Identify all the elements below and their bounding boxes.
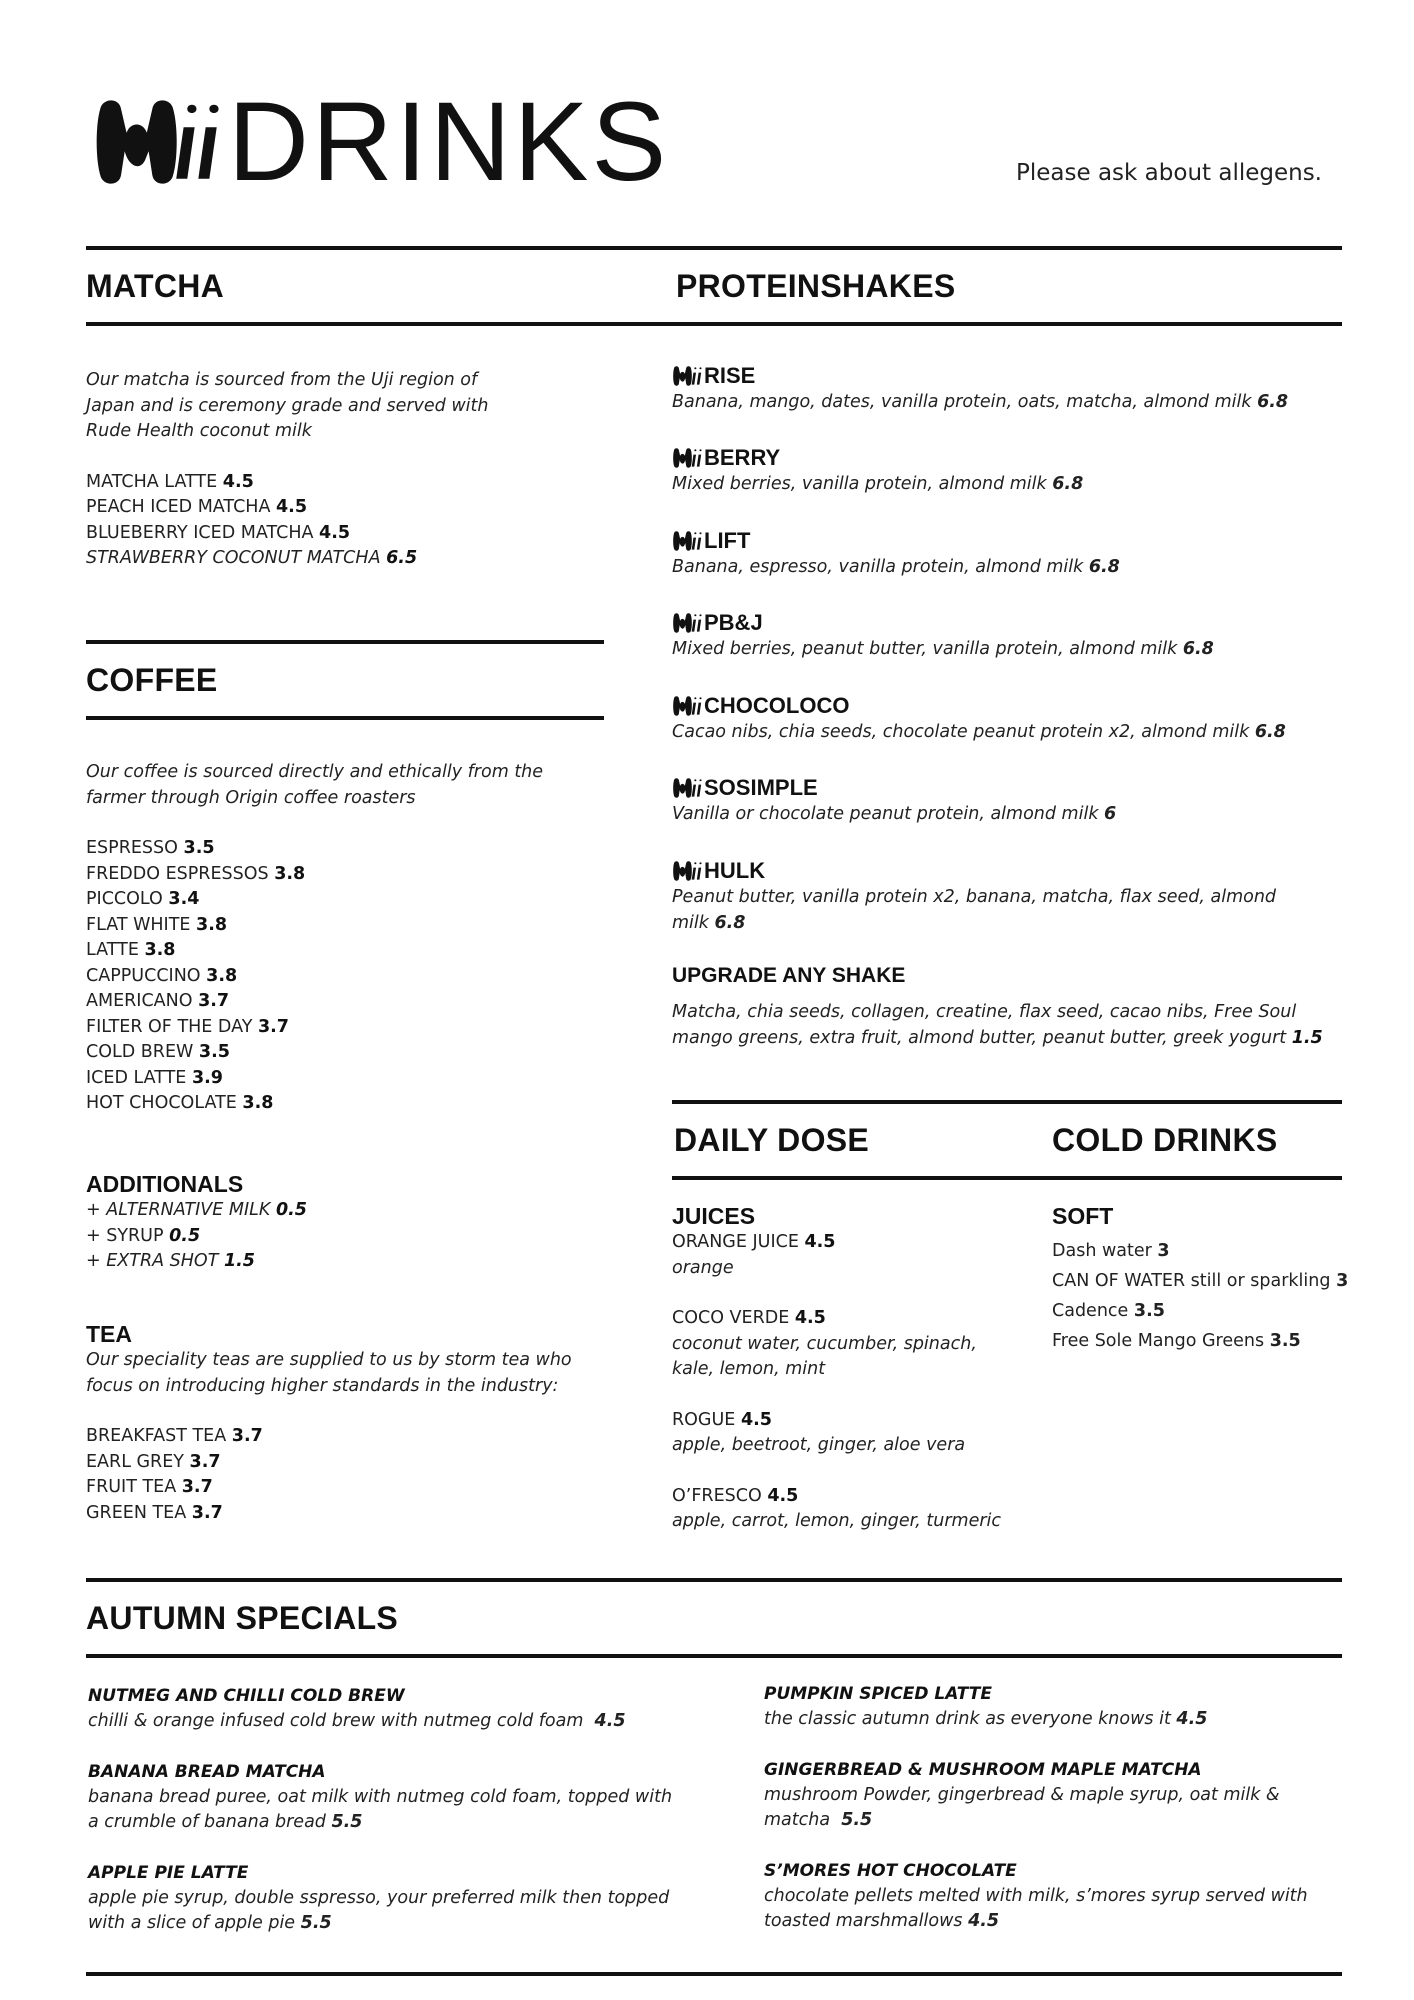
autumn-title: AUTUMN SPECIALS bbox=[86, 1600, 399, 1636]
menu-item: + SYRUP 0.5 bbox=[86, 1225, 201, 1246]
special-name: BANANA BREAD MATCHA bbox=[88, 1761, 326, 1782]
matcha-title: MATCHA bbox=[86, 268, 225, 304]
brand-mark-icon bbox=[672, 612, 702, 634]
menu-item: COCO VERDE 4.5 bbox=[672, 1308, 826, 1328]
additionals-title: ADDITIONALS bbox=[86, 1171, 244, 1197]
brand-mark-icon bbox=[672, 777, 702, 799]
daily-dose-title: DAILY DOSE bbox=[674, 1122, 870, 1158]
menu-item: STRAWBERRY COCONUT MATCHA 6.5 bbox=[86, 548, 418, 568]
menu-item: GREEN TEA 3.7 bbox=[86, 1502, 223, 1523]
shake-item: CHOCOLOCO Cacao nibs, chia seeds, chocolate peanut protein x2, almond milk 6.8 bbox=[672, 693, 1286, 742]
coffee-section bbox=[86, 760, 606, 1117]
soft-drinks-section bbox=[1052, 1236, 1372, 1356]
autumn-left-column bbox=[88, 1684, 708, 1937]
menu-item: PEACH ICED MATCHA 4.5 bbox=[86, 497, 308, 517]
tea-intro: focus on introducing higher standards in the industry: bbox=[86, 1375, 559, 1396]
shake-item: PB&J Mixed berries, peanut butter, vanilla protein, almond milk 6.8 bbox=[672, 610, 1214, 659]
menu-item: LATTE 3.8 bbox=[86, 940, 176, 960]
divider bbox=[86, 1972, 1342, 1976]
proteinshakes-title: PROTEINSHAKES bbox=[676, 268, 956, 304]
matcha-intro: Rude Health coconut milk bbox=[86, 421, 312, 441]
special-desc: a crumble of banana bread 5.5 bbox=[88, 1812, 363, 1832]
shake-item: BERRY Mixed berries, vanilla protein, almond milk 6.8 bbox=[672, 445, 1084, 494]
menu-item: ORANGE JUICE 4.5 bbox=[672, 1232, 836, 1252]
juice-desc: kale, lemon, mint bbox=[672, 1359, 826, 1379]
matcha-intro: Japan and is ceremony grade and served with bbox=[86, 395, 489, 416]
divider bbox=[672, 1100, 1342, 1104]
menu-item: HOT CHOCOLATE 3.8 bbox=[86, 1093, 274, 1113]
divider bbox=[672, 1176, 1342, 1180]
juice-desc: orange bbox=[672, 1257, 734, 1278]
special-name: APPLE PIE LATTE bbox=[88, 1862, 249, 1883]
tea-section bbox=[86, 1348, 626, 1526]
menu-item: O’FRESCO 4.5 bbox=[672, 1485, 799, 1506]
upgrade-text: mango greens, extra fruit, almond butter, peanut butter, greek yogurt 1.5 bbox=[672, 1027, 1323, 1048]
menu-item: FILTER OF THE DAY 3.7 bbox=[86, 1016, 289, 1037]
additionals-section bbox=[86, 1198, 606, 1275]
special-name: PUMPKIN SPICED LATTE bbox=[764, 1684, 992, 1704]
menu-item: ROGUE 4.5 bbox=[672, 1409, 772, 1430]
soft-title: SOFT bbox=[1052, 1203, 1114, 1229]
divider bbox=[86, 246, 1342, 250]
menu-item: + ALTERNATIVE MILK 0.5 bbox=[86, 1200, 307, 1220]
special-desc: with a slice of apple pie 5.5 bbox=[88, 1913, 332, 1933]
menu-item: BLUEBERRY ICED MATCHA 4.5 bbox=[86, 522, 351, 543]
special-desc: toasted marshmallows 4.5 bbox=[764, 1911, 1000, 1931]
shake-item: SOSIMPLE Vanilla or chocolate peanut protein, almond milk 6 bbox=[672, 775, 1117, 824]
menu-item: FRUIT TEA 3.7 bbox=[86, 1477, 213, 1497]
juices-title: JUICES bbox=[672, 1203, 756, 1229]
menu-item: PICCOLO 3.4 bbox=[86, 889, 200, 909]
brand-mark-icon bbox=[672, 447, 702, 469]
special-name: NUTMEG AND CHILLI COLD BREW bbox=[88, 1686, 405, 1706]
upgrade-title: UPGRADE ANY SHAKE bbox=[672, 964, 906, 987]
coffee-title: COFFEE bbox=[86, 662, 218, 698]
coffee-intro: farmer through Origin coffee roasters bbox=[86, 787, 416, 808]
menu-item: ESPRESSO 3.5 bbox=[86, 838, 215, 858]
divider bbox=[86, 640, 604, 644]
menu-item: Free Sole Mango Greens 3.5 bbox=[1052, 1331, 1301, 1351]
special-desc: chilli & orange infused cold brew with nutmeg cold foam 4.5 bbox=[88, 1711, 626, 1731]
tea-title: TEA bbox=[86, 1321, 132, 1347]
juices-section bbox=[672, 1230, 1032, 1535]
menu-item: CAPPUCCINO 3.8 bbox=[86, 965, 238, 986]
menu-item: ICED LATTE 3.9 bbox=[86, 1067, 223, 1088]
brand-mark-icon bbox=[672, 365, 702, 387]
menu-item: + EXTRA SHOT 1.5 bbox=[86, 1251, 255, 1271]
shake-item: LIFT Banana, espresso, vanilla protein, almond milk 6.8 bbox=[672, 528, 1120, 577]
menu-item: EARL GREY 3.7 bbox=[86, 1451, 221, 1472]
divider bbox=[86, 322, 1342, 326]
allergen-note: Please ask about allegens. bbox=[1016, 160, 1322, 186]
shake-item: HULK Peanut butter, vanilla protein x2, banana, matcha, flax seed, almond milk 6.8 bbox=[672, 858, 1277, 933]
menu-item: FLAT WHITE 3.8 bbox=[86, 914, 228, 935]
special-name: GINGERBREAD & MUSHROOM MAPLE MATCHA bbox=[764, 1759, 1202, 1780]
special-desc: apple pie syrup, double sspresso, your preferred milk then topped bbox=[88, 1887, 670, 1908]
autumn-right-column bbox=[764, 1682, 1344, 1935]
menu-item: Cadence 3.5 bbox=[1052, 1301, 1165, 1321]
divider bbox=[86, 1578, 1342, 1582]
brand-mark-icon bbox=[90, 96, 222, 188]
divider bbox=[86, 716, 604, 720]
menu-item: CAN OF WATER still or sparkling 3 bbox=[1052, 1271, 1349, 1291]
menu-item: Dash water 3 bbox=[1052, 1241, 1170, 1261]
brand-mark-icon bbox=[672, 530, 702, 552]
menu-item: AMERICANO 3.7 bbox=[86, 991, 230, 1011]
special-desc: the classic autumn drink as everyone knows it 4.5 bbox=[764, 1709, 1208, 1729]
special-desc: mushroom Powder, gingerbread & maple syrup, oat milk & bbox=[764, 1784, 1280, 1805]
menu-item: BREAKFAST TEA 3.7 bbox=[86, 1426, 263, 1446]
coffee-intro: Our coffee is sourced directly and ethically from the bbox=[86, 762, 544, 782]
brand-logo bbox=[90, 79, 670, 204]
brand-mark-icon bbox=[672, 860, 702, 882]
divider bbox=[86, 1654, 1342, 1658]
brand-wordmark: DRINKS bbox=[228, 79, 670, 204]
menu-item: MATCHA LATTE 4.5 bbox=[86, 471, 254, 492]
juice-desc: coconut water, cucumber, spinach, bbox=[672, 1333, 977, 1354]
brand-mark-icon bbox=[672, 695, 702, 717]
tea-intro: Our speciality teas are supplied to us by storm tea who bbox=[86, 1350, 572, 1370]
special-desc: chocolate pellets melted with milk, s’mores syrup served with bbox=[764, 1885, 1308, 1906]
matcha-intro: Our matcha is sourced from the Uji region of bbox=[86, 370, 478, 390]
menu-item: FREDDO ESPRESSOS 3.8 bbox=[86, 863, 306, 884]
upgrade-section bbox=[672, 1000, 1332, 1051]
juice-desc: apple, beetroot, ginger, aloe vera bbox=[672, 1435, 966, 1455]
special-desc: banana bread puree, oat milk with nutmeg cold foam, topped with bbox=[88, 1786, 673, 1807]
juice-desc: apple, carrot, lemon, ginger, turmeric bbox=[672, 1511, 1002, 1531]
cold-drinks-title: COLD DRINKS bbox=[1052, 1122, 1278, 1158]
special-name: S’MORES HOT CHOCOLATE bbox=[764, 1860, 1017, 1881]
upgrade-text: Matcha, chia seeds, collagen, creatine, flax seed, cacao nibs, Free Soul bbox=[672, 1002, 1297, 1022]
matcha-section bbox=[86, 368, 606, 572]
special-desc: matcha 5.5 bbox=[764, 1810, 873, 1830]
menu-item: COLD BREW 3.5 bbox=[86, 1042, 230, 1062]
shake-item: RISE Banana, mango, dates, vanilla protein, oats, matcha, almond milk 6.8 bbox=[672, 363, 1289, 412]
